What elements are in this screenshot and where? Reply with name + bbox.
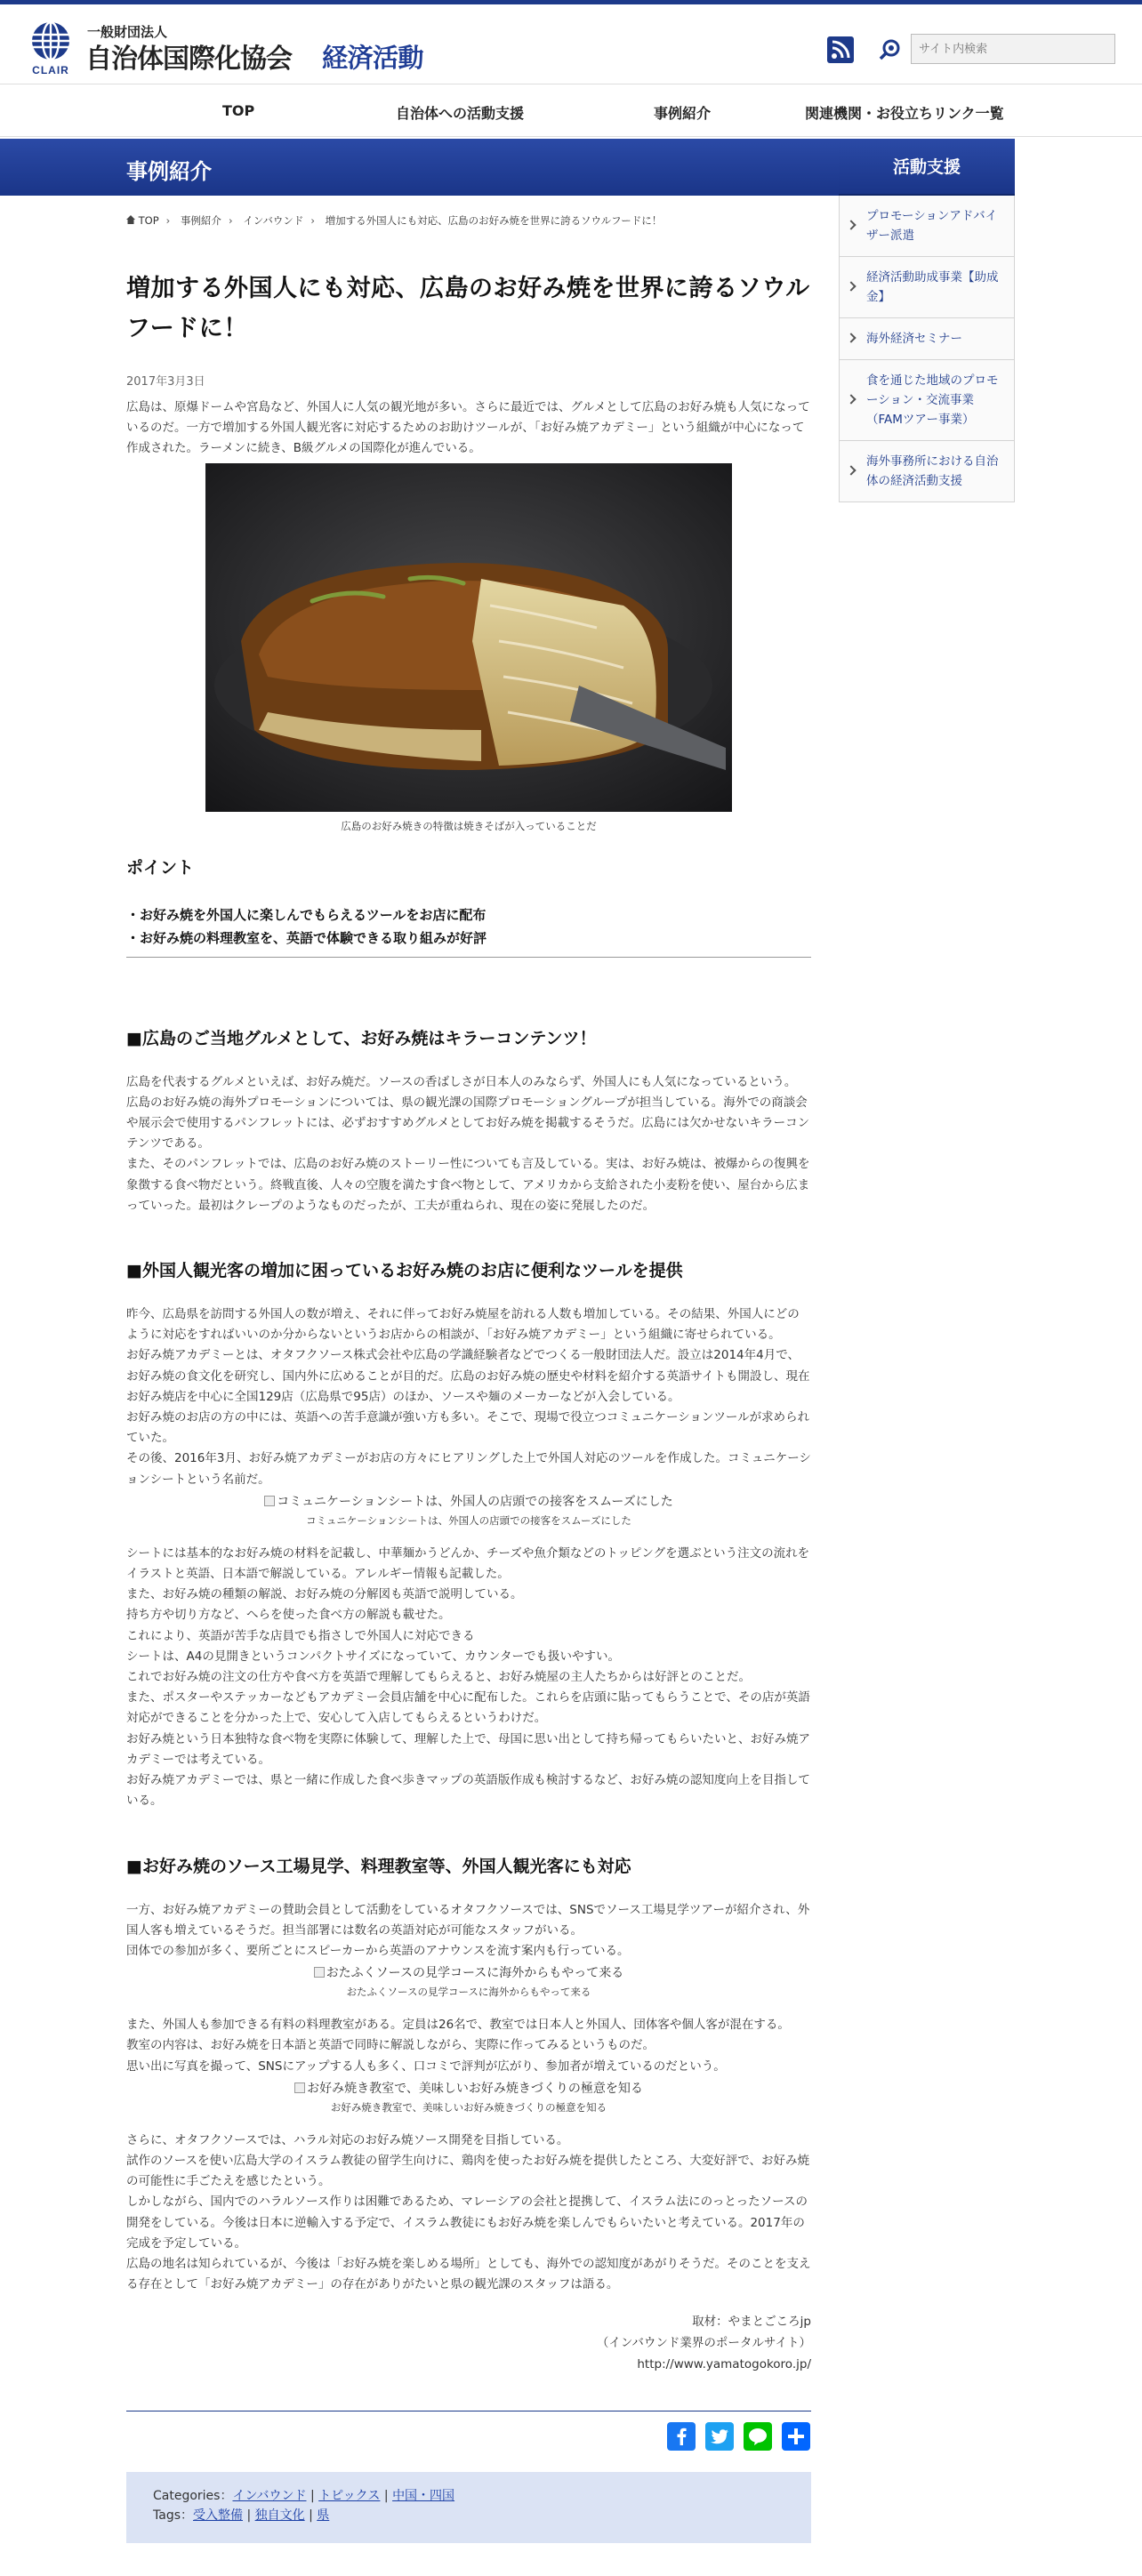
global-nav	[0, 85, 1142, 137]
sidebar-item-label: 海外事務所における自治体の経済活動支援	[866, 454, 999, 488]
separator: |	[380, 2489, 393, 2504]
org-name[interactable]: 自治体国際化協会	[85, 44, 292, 75]
categories-label: Categories：	[153, 2489, 233, 2504]
twitter-icon[interactable]	[705, 2422, 734, 2451]
sidebar-heading: 活動支援	[839, 139, 1015, 196]
sidebar-item-seminar[interactable]	[839, 318, 1015, 360]
broken-image-icon	[314, 1967, 325, 1978]
section-paragraph: 昨今、広島県を訪問する外国人の数が増え、それに伴ってお好み焼屋を訪れる人数も増加している。その結果、外国人にどのように対応をすればいいのか分からないというお店からの相談が、「お好み焼アカデミー」という組織に寄せられている。	[126, 1307, 800, 1343]
section-paragraph: 持ち方や切り方など、へらを使った食べ方の解説も載せた。	[126, 1608, 451, 1623]
home-icon	[126, 215, 135, 224]
sidebar-item-label: 食を通じた地域のプロモーション・交流事業（FAMツアー事業）	[866, 373, 999, 427]
categories-line	[153, 2486, 784, 2506]
section-paragraph: お好み焼という日本独特な食べ物を実際に体験して、理解した上で、母国に思い出として持ち帰ってもらいたいと、お好み焼アカデミーでは考えている。	[126, 1731, 810, 1767]
separator: |	[306, 2489, 319, 2504]
section-paragraph: しかしながら、国内でのハラルソース作りは困難であるため、マレーシアの会社と提携して、イスラム法にのっとったソースの開発をしている。今後は日本に逆輸入する予定で、イスラム教徒にもお好み焼を楽しんでもらいたいと考えている。2017年の完成を予定している。	[126, 2195, 808, 2251]
tag-link[interactable]: 県	[317, 2508, 330, 2524]
globe-icon	[27, 20, 75, 61]
share-plus-icon[interactable]	[782, 2422, 810, 2451]
article-main	[126, 213, 811, 2543]
site-section-title[interactable]: 経済活動	[322, 43, 424, 73]
image-caption: コミュニケーションシートは、外国人の店頭での接客をスムーズにした	[306, 1513, 631, 1527]
category-link[interactable]: 中国・四国	[392, 2489, 455, 2504]
tags-line	[153, 2506, 784, 2525]
logo-text: CLAIR	[32, 64, 69, 76]
section-heading: ■お好み焼のソース工場見学、料理教室等、外国人観光客にも対応	[126, 1856, 631, 1876]
sidebar-item-label: 経済活動助成事業【助成金】	[866, 270, 999, 304]
breadcrumb-current: 増加する外国人にも対応、広島のお好み焼を世界に誇るソウルフードに！	[325, 214, 663, 227]
org-prefix: 一般財団法人	[87, 24, 168, 40]
facebook-icon[interactable]	[667, 2422, 696, 2451]
section-heading: ■外国人観光客の増加に困っているお好み焼のお店に便利なツールを提供	[126, 1261, 683, 1281]
section-paragraph: お好み焼のお店の方の中には、英語への苦手意識が強い方も多い。そこで、現場で役立つコミュニケーションツールが求められていた。	[126, 1410, 810, 1446]
credit-url[interactable]: http://www.yamatogokoro.jp/	[637, 2357, 811, 2372]
category-link[interactable]: インバウンド	[232, 2489, 307, 2504]
article-lead: 広島は、原爆ドームや宮島など、外国人に人気の観光地が多い。さらに最近では、グルメとして広島のお好み焼も人気になっているのだ。一方で増加する外国人観光客に対応するためのお助けツールが、「お好み焼アカデミー」という組織が中心になって作成された。ラーメンに続き、B級グルメの国際化が進んでいる。	[126, 400, 810, 456]
nav-item-support[interactable]: 自治体への活動支援	[396, 105, 525, 122]
rss-icon[interactable]	[827, 36, 854, 63]
section-paragraph: これでお好み焼の注文の仕方や食べ方を英語で理解してもらえると、お好み焼屋の主人たちからは好評とのことだ。	[126, 1670, 751, 1685]
chevron-right-icon	[846, 281, 856, 291]
share-buttons	[667, 2422, 811, 2451]
site-header	[0, 4, 1142, 84]
section-paragraph: その後、2016年3月、お好み焼アカデミーがお店の方々にヒアリングした上で外国人対応のツールを作成した。コミュニケーションシートという名前だ。	[126, 1451, 811, 1487]
breadcrumb-cases[interactable]: 事例紹介	[180, 214, 221, 227]
search-icon[interactable]	[877, 36, 904, 63]
nav-item-cases[interactable]: 事例紹介	[654, 105, 712, 122]
section-paragraph: 団体での参加が多く、要所ごとにスピーカーから英語のアナウンスを流す案内も行っている。	[126, 1943, 630, 1958]
chevron-right-icon	[846, 394, 856, 404]
section-paragraph: また、外国人も参加できる有料の料理教室がある。定員は26名で、教室では日本人と外国人、団体客や個人客が混在する。	[126, 2018, 790, 2033]
article-title: 増加する外国人にも対応、広島のお好み焼を世界に誇るソウルフードに！	[126, 275, 810, 342]
page-title-band	[0, 139, 839, 196]
point-item: ・お好み焼の料理教室を、英語で体験できる取り組みが好評	[126, 929, 487, 946]
image-alt-text: お好み焼き教室で、美味しいお好み焼きづくりの極意を知る	[307, 2081, 643, 2096]
section-paragraph: さらに、オタフクソースでは、ハラル対応のお好み焼ソース開発を目指している。	[126, 2132, 569, 2147]
broken-image-icon	[264, 1496, 275, 1506]
sauce-factory-image	[126, 1963, 811, 1981]
article-credits	[126, 2311, 811, 2375]
photo-caption: 広島のお好み焼きの特徴は焼きそばが入っていることだ	[341, 819, 597, 832]
section-paragraph: 広島のお好み焼の海外プロモーションについては、県の観光課の国際プロモーショングループが担当している。海外での商談会や展示会で使用するパンフレットには、必ずおすすめグルメとしてお好み焼を掲載するそうだ。広島には欠かせないキラーコンテンツである。	[126, 1095, 810, 1152]
sidebar-item-label: プロモーションアドバイザー派遣	[866, 209, 998, 243]
section-paragraph: また、ポスターやステッカーなどもアカデミー会員店舗を中心に配布した。これらを店頭に貼ってもらうことで、その店が英語対応ができることを分かった上で、安心して入店してもらえるというわけだ。	[126, 1690, 810, 1726]
tags-label: Tags：	[153, 2508, 193, 2524]
sidebar-item-overseas-office[interactable]	[839, 441, 1015, 502]
image-caption: お好み焼き教室で、美味しいお好み焼きづくりの極意を知る	[330, 2100, 607, 2114]
credit-line: （インバウンド業界のポータルサイト）	[596, 2336, 811, 2351]
section-paragraph: お好み焼アカデミーでは、県と一緒に作成した食べ歩きマップの英語版作成も検討するなど、お好み焼の認知度向上を目指している。	[126, 1773, 810, 1809]
divider	[126, 957, 811, 958]
sidebar-item-label: 海外経済セミナー	[866, 332, 962, 346]
separator: |	[243, 2508, 255, 2524]
article-date: 2017年3月3日	[126, 375, 205, 389]
section-paragraph: 一方、お好み焼アカデミーの賛助会員として活動をしているオタフクソースでは、SNSでソース工場見学ツアーが紹介され、外国人客も増えているそうだ。担当部署には数名の英語対応が可能なスタッフがいる。	[126, 1902, 810, 1938]
sidebar-item-fam-tour[interactable]	[839, 360, 1015, 441]
tag-link[interactable]: 独自文化	[254, 2508, 305, 2524]
section-heading: ■広島のご当地グルメとして、お好み焼はキラーコンテンツ！	[126, 1028, 597, 1048]
credit-line: 取材：やまとごころjp	[692, 2315, 811, 2330]
chevron-right-icon	[846, 333, 856, 342]
chevron-right-icon	[846, 220, 856, 229]
cooking-class-image	[126, 2079, 811, 2097]
category-link[interactable]: トピックス	[318, 2489, 381, 2504]
image-alt-text: おたふくソースの見学コースに海外からもやって来る	[326, 1966, 624, 1981]
nav-item-top[interactable]: TOP	[222, 102, 255, 119]
line-icon[interactable]	[744, 2422, 772, 2451]
okonomiyaki-photo	[205, 463, 732, 812]
taxonomy-box	[126, 2472, 811, 2543]
sidebar	[839, 139, 1015, 502]
search-input[interactable]	[911, 34, 1115, 64]
section-paragraph: 試作のソースを使い広島大学のイスラム教徒の留学生向けに、鶏肉を使ったお好み焼を提供したところ、大変好評で、お好み焼の可能性に手ごたえを感じたという。	[126, 2153, 810, 2189]
sidebar-item-grant[interactable]	[839, 257, 1015, 318]
section-paragraph: 広島を代表するグルメといえば、お好み焼だ。ソースの香ばしさが日本人のみならず、外国人にも人気になっているという。	[126, 1074, 797, 1089]
page-band-title: 事例紹介	[126, 159, 212, 184]
point-heading: ポイント	[126, 857, 195, 878]
separator: |	[304, 2508, 318, 2524]
nav-item-links[interactable]: 関連機関・お役立ちリンク一覧	[805, 105, 1004, 122]
section-paragraph: 教室の内容は、お好み焼を日本語と英語で同時に解説しながら、実際に作ってみるというものだ。	[126, 2038, 655, 2053]
communication-sheet-image	[126, 1492, 811, 1510]
breadcrumb-inbound[interactable]: インバウンド	[243, 214, 304, 227]
chevron-right-icon	[846, 465, 856, 475]
sidebar-item-promotion-advisor[interactable]	[839, 196, 1015, 257]
section-paragraph: また、お好み焼の種類の解説、お好み焼の分解図も英語で説明している。	[126, 1587, 523, 1602]
image-caption: おたふくソースの見学コースに海外からもやって来る	[346, 1986, 591, 1999]
section-paragraph: お好み焼アカデミーとは、オタフクソース株式会社や広島の学識経験者などでつくる一般財団法人だ。設立は2014年4月で、お好み焼の食文化を研究し、国内外に広めることが目的だ。広島のお好み焼の歴史や材料を紹介する英語サイトも開設し、現在お好み焼店を中心に全国129店（広島県で95店）のほか、ソースや麺のメーカーなどが入会している。	[126, 1348, 810, 1404]
point-list	[126, 903, 811, 950]
breadcrumb-top[interactable]: TOP	[138, 214, 159, 227]
broken-image-icon	[294, 2082, 305, 2093]
tag-link[interactable]: 受入整備	[193, 2508, 243, 2524]
breadcrumb: TOP › 事例紹介 › インバウンド › 増加する外国人にも対応、広島のお好み焼を世界に誇るソウルフードに！	[126, 213, 811, 229]
point-item: ・お好み焼を外国人に楽しんでもらえるツールをお店に配布	[126, 906, 487, 923]
section-paragraph: シートには基本的なお好み焼の材料を記載し、中華麺かうどんか、チーズや魚介類などのトッピングを選ぶという注文の流れをイラストと英語、日本語で解説している。アレルギー情報も記載した。	[126, 1545, 810, 1582]
section-paragraph: これにより、英語が苦手な店員でも指さしで外国人に対応できる	[126, 1628, 475, 1643]
clair-logo[interactable]	[27, 20, 75, 76]
section-paragraph: 思い出に写真を撮って、SNSにアップする人も多く、口コミで評判が広がり、参加者が増えているのだという。	[126, 2058, 726, 2074]
section-paragraph: 広島の地名は知られているが、今後は「お好み焼を楽しめる場所」としても、海外での認知度があがりそうだ。そのことを支える存在として「お好み焼アカデミー」の存在がありがたいと県の観光課のスタッフは語る。	[126, 2256, 811, 2292]
section-paragraph: また、そのパンフレットでは、広島のお好み焼のストーリー性についても言及している。実は、お好み焼は、被爆からの復興を象徴する食べ物だという。終戦直後、人々の空腹を満たす食べ物として、アメリカから支給された小麦粉を使い、屋台から広まっていった。最初はクレープのようなものだったが、工夫が重ねられ、現在の姿に発展したのだ。	[126, 1157, 810, 1213]
section-paragraph: シートは、A4の見開きというコンパクトサイズになっていて、カウンターでも扱いやすい。	[126, 1649, 620, 1664]
image-alt-text: コミュニケーションシートは、外国人の店頭での接客をスムーズにした	[277, 1494, 673, 1509]
